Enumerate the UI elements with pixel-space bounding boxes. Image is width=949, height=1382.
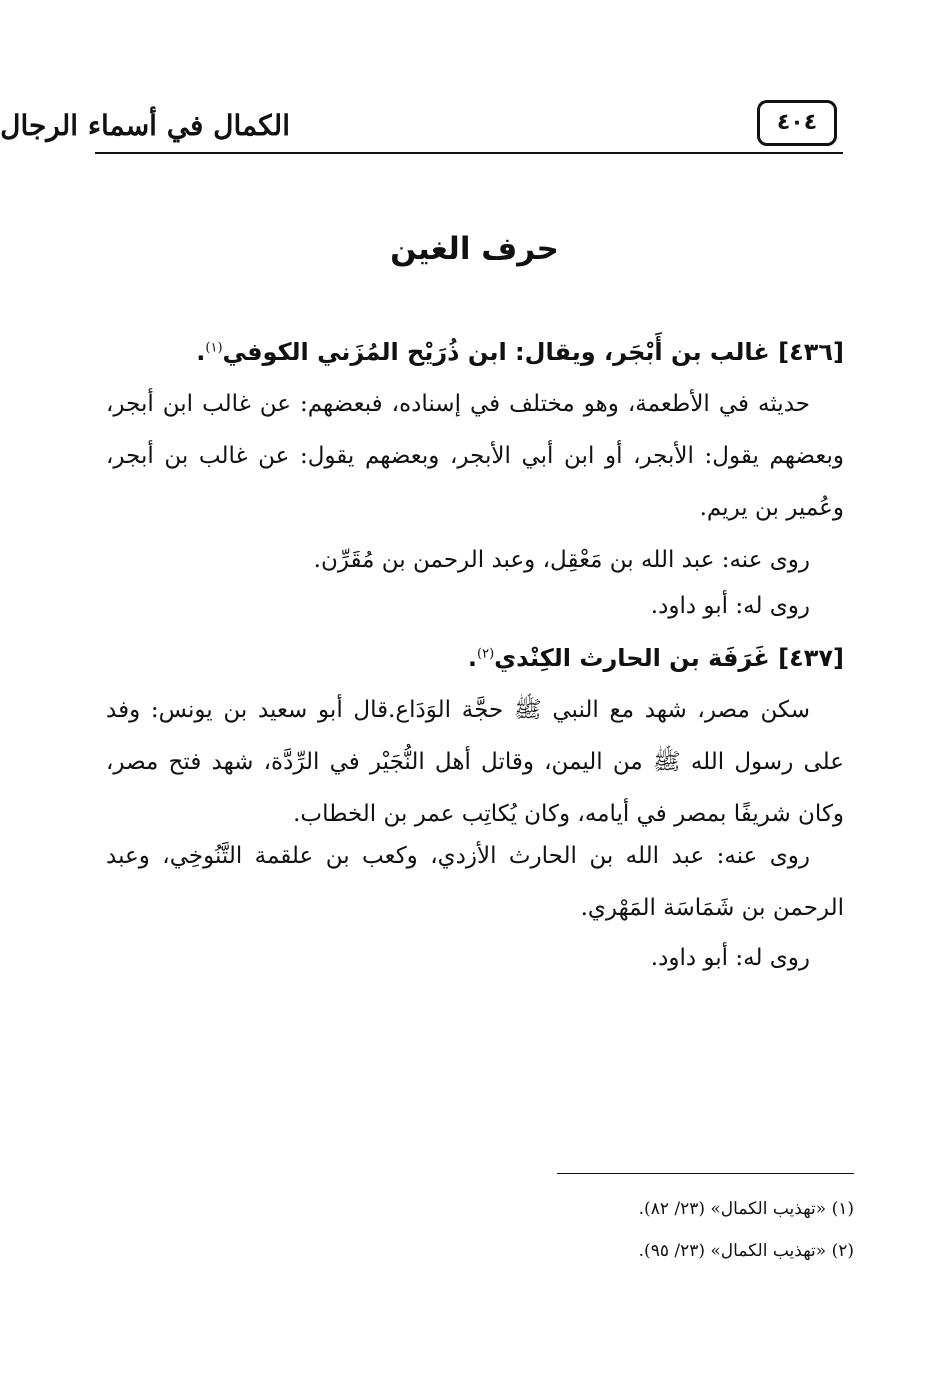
entry-heading-text: [٤٣٧] غَرَفَة بن الحارث الكِنْدي xyxy=(494,644,844,672)
heading-end: . xyxy=(467,644,477,672)
entry-437-rawa-lahu: روى له: أبو داود. xyxy=(650,945,810,971)
footnote-ref: (١) xyxy=(205,340,223,356)
entry-436-rawa-lahu: روى له: أبو داود. xyxy=(650,593,810,619)
entry-heading-437 xyxy=(468,632,844,685)
footnote-ref: (٢) xyxy=(477,646,495,662)
entry-436-rawa-anhu: روى عنه: عبد الله بن مَعْقِل، وعبد الرحمن بن مُقَرِّن. xyxy=(313,547,810,573)
footnote-rule xyxy=(557,1173,854,1174)
header-rule xyxy=(95,152,843,154)
entry-heading-text: [٤٣٦] غالب بن أَبْجَر، ويقال: ابن ذُرَيْح المُزَني الكوفي xyxy=(222,338,844,366)
entry-437-paragraph: سكن مصر، شهد مع النبي ﷺ حجَّة الوَدَاع.قال أبو سعيد بن يونس: وفد على رسول الله ﷺ من اليمن، وقاتل أهل النُّجَيْر في الرِّدَّة، شهد فتح مصر، وكان شريفًا بمصر في أيامه، وكان يُكاتِب عمر بن الخطاب. xyxy=(106,697,844,827)
entry-436-paragraph: حديثه في الأطعمة، وهو مختلف في إسناده، فبعضهم: عن غالب ابن أبجر، وبعضهم يقول: الأبجر، أو ابن أبي الأبجر، وبعضهم يقول: عن غالب بن أبجر، وعُمير بن يريم. xyxy=(106,391,844,521)
heading-end: . xyxy=(196,338,206,366)
entry-heading-436 xyxy=(196,326,844,379)
running-title: الكمال في أسماء الرجال xyxy=(0,109,290,142)
footnote-1: (١) «تهذيب الكمال» (٢٣/ ٨٢). xyxy=(638,1199,854,1219)
entry-437-rawa-anhu: روى عنه: عبد الله بن الحارث الأزدي، وكعب بن علقمة التَّنُوخِي، وعبد الرحمن بن شَمَاسَة المَهْري. xyxy=(106,843,844,921)
page-number: ٤٠٤ xyxy=(757,100,837,146)
section-title: حرف الغين xyxy=(390,231,559,267)
footnote-2: (٢) «تهذيب الكمال» (٢٣/ ٩٥). xyxy=(638,1241,854,1261)
